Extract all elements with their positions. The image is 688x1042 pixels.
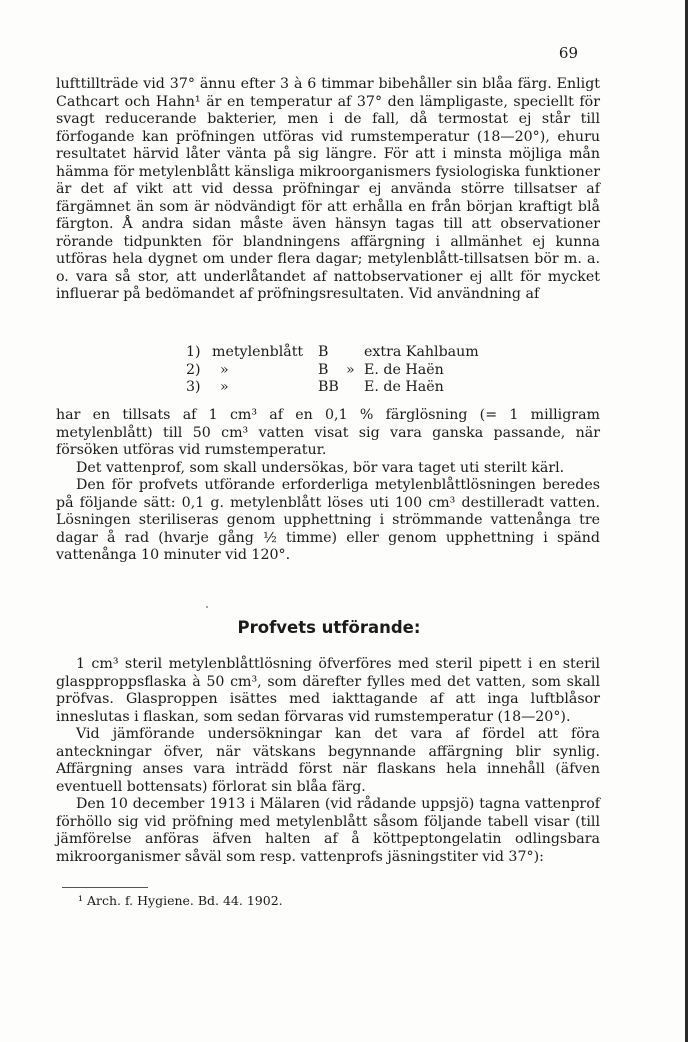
paragraph-7: Den 10 december 1913 i Mälaren (vid rådande uppsjö) tagna vattenprof förhöllo sig vid pröfning med metylenblått såsom följande tabell visar (till jämförelse anföras äfven halten af å köttpeptongelatin odlingsbara mikroorganismer såväl som resp. vattenprofs jäsningstiter vid 37°):: [56, 796, 600, 865]
paragraph-5: 1 cm³ steril metylenblåttlösning öfverföres med steril pipett i en steril glaspproppsflaska à 50 cm³, som därefter fylles med det vatten, som skall pröfvas. Glasproppen isättes med iakttagande af att inga luftblåsor inneslutas i flaskan, som sedan förvaras vid rumstemperatur (18—20°).: [56, 656, 600, 725]
list-item: [186, 344, 479, 362]
list-item-supplier: E. de Haën: [364, 361, 444, 378]
page-number: 69: [558, 44, 578, 62]
list-item-number: 2): [186, 361, 201, 378]
body-text-top: [56, 76, 600, 304]
list-item: [186, 362, 479, 380]
list-item-name: »: [220, 361, 229, 378]
list-item-grade: BB: [318, 379, 339, 395]
paragraph-1: lufttillträde vid 37° ännu efter 3 à 6 timmar bibehåller sin blåa färg. Enligt Cathcart och Hahn¹ är en temperatur af 37° den lämpligaste, speciellt för svagt reducerande bakterier, men i de fall, då termostat ej står till förfogande kan pröfningen utföras vid rumstemperatur (18—20°), ehuru resultatet härvid låter vänta på sig längre. För att i minsta möjliga mån hämma för metylenblått känsliga mikroorganismers fysiologiska funktioner är det af vikt att vid dessa pröfningar ej använda större tillsatser af färgämnet än som är nödvändigt för att erhålla en från början kraftigt blå färgton. Å andra sidan måste även hänsyn tagas till att observationer rörande tidpunkten för blandningens affärgning i allmänhet ej kunna utföras hela dygnet om under flera dagar; metylenblått-tillsatsen bör m. a. o. vara så stor, att underlåtandet af nattobservationer ej allt för mycket influerar på bedömandet af pröfningsresultaten. Vid användning af: [56, 76, 600, 302]
list-item-name: metylenblått: [212, 344, 304, 360]
list-item: [186, 379, 479, 397]
paragraph-4: Den för profvets utförande erforderliga metylenblåttlösningen beredes på följande sätt: 0,1 g. metylenblått löses uti 100 cm³ destilleradt vatten. Lösningen steriliseras genom upphettning i strömmande vattenånga tre dagar å rad (hvarje gång ½ timme) eller genom upphettning i spänd vattenånga 10 minuter vid 120°.: [56, 477, 600, 563]
reagent-list: [186, 344, 479, 397]
list-item-number: 3): [186, 379, 201, 395]
body-text-middle: [56, 407, 600, 565]
list-item-supplier: E. de Haën: [364, 379, 444, 395]
print-speck: [206, 606, 208, 608]
list-item-number: 1): [186, 344, 201, 360]
paragraph-3: Det vattenprof, som skall undersökas, bör vara taget uti sterilt kärl.: [76, 459, 565, 476]
list-item-supplier: extra Kahlbaum: [364, 344, 479, 360]
paragraph-2: har en tillsats af 1 cm³ af en 0,1 % färglösning (= 1 milligram metylenblått) till 50 cm³ vatten visat sig vara ganska passande, när försöken utföras vid rumstemperatur.: [56, 407, 600, 458]
list-item-mark: »: [346, 361, 355, 378]
body-text-bottom: [56, 656, 600, 866]
section-heading: Profvets utförande:: [237, 618, 421, 637]
list-item-grade: B: [318, 344, 329, 360]
footnote: ¹ Arch. f. Hygiene. Bd. 44. 1902.: [78, 893, 283, 908]
list-item-name: »: [220, 379, 229, 395]
footnote-rule: [62, 887, 148, 888]
list-item-grade: B: [318, 361, 329, 378]
paragraph-6: Vid jämförande undersökningar kan det vara af fördel att föra anteckningar öfver, när vätskans begynnande affärgning blir synlig. Affärgning anses vara inträdd först när flaskans hela innehåll (äfven eventuell bottensats) förlorat sin blåa färg.: [56, 726, 600, 795]
